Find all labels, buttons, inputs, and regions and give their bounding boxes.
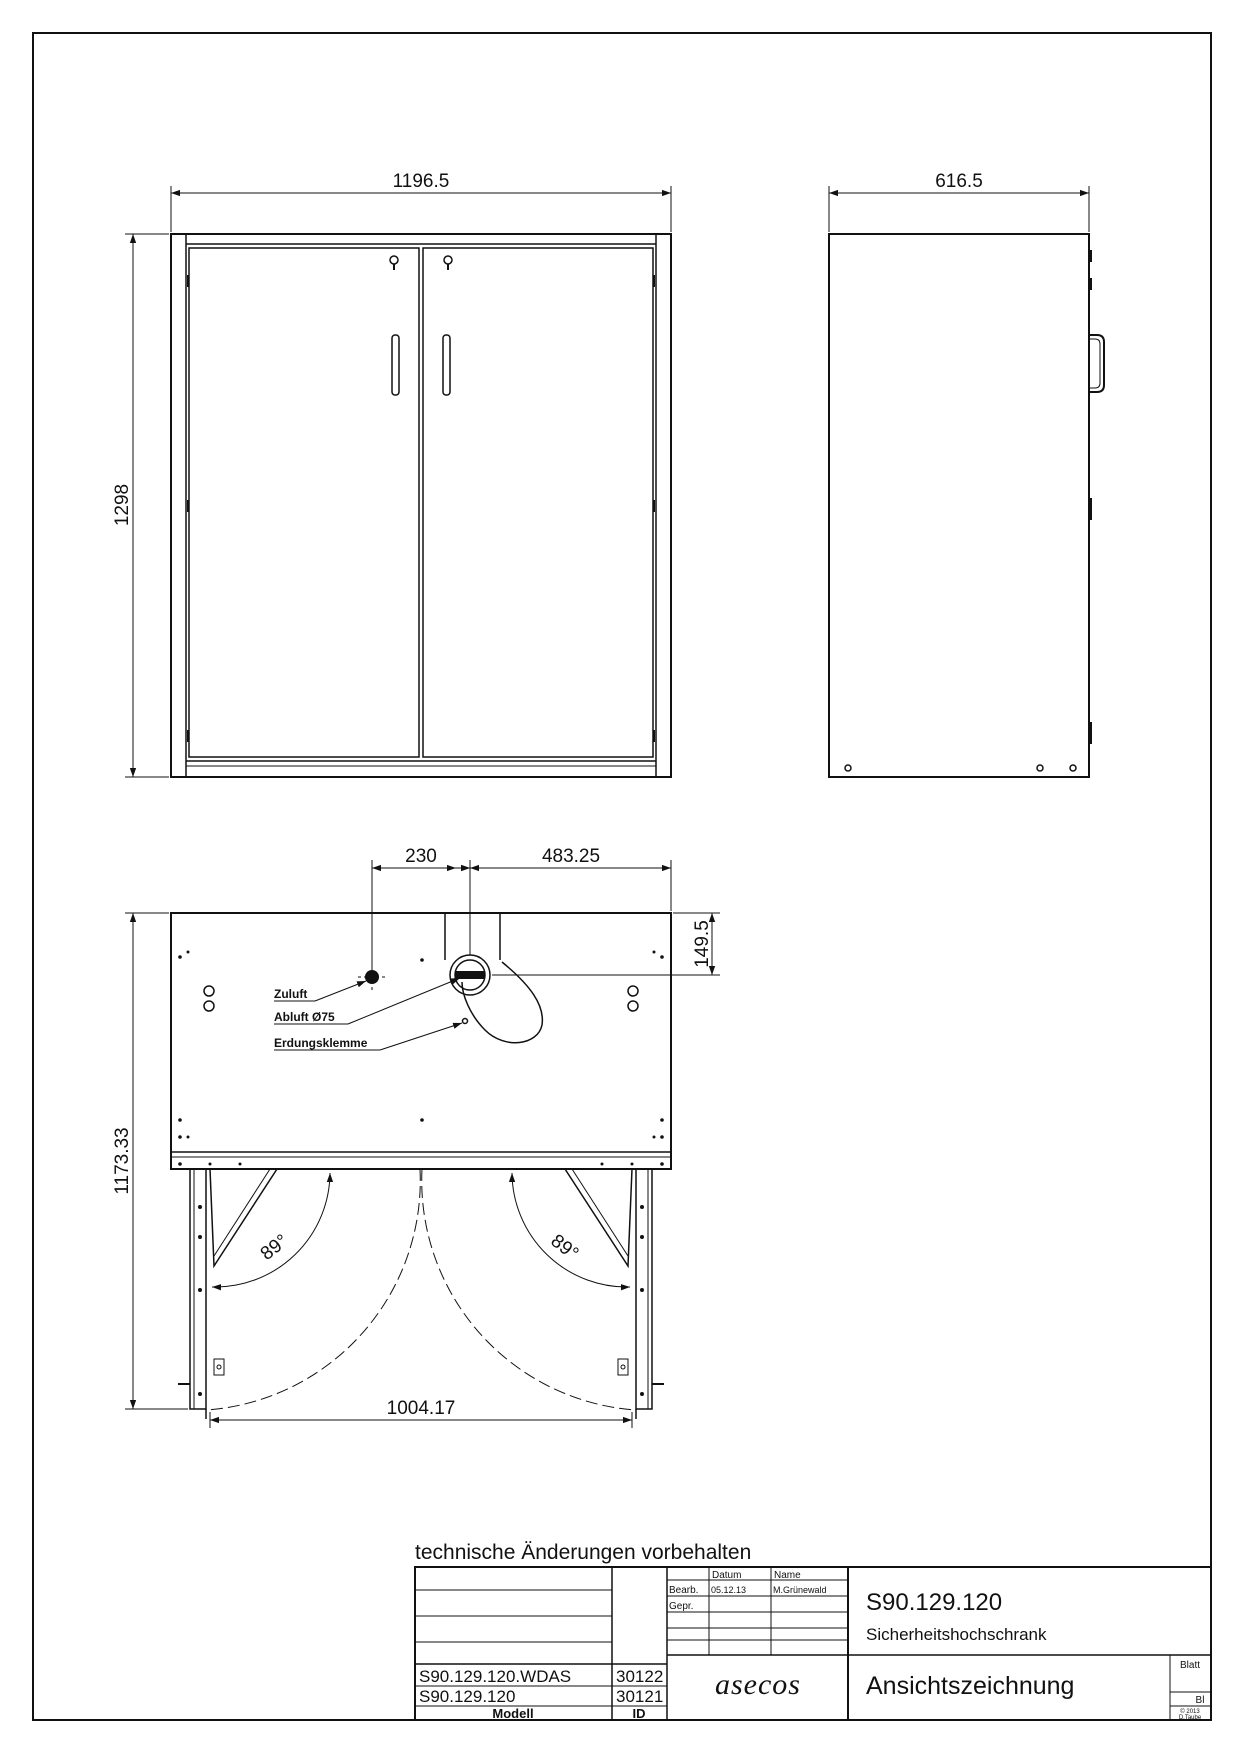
ground-terminal-label: Erdungsklemme [274,1036,368,1050]
copyright-author: D.Taube [1178,1715,1202,1721]
left-door-angle: 89° [256,1230,293,1265]
checked-row-label: Gepr. [669,1601,694,1612]
front-height-dim: 1298 [112,483,133,527]
left-door-handle [392,335,399,395]
edited-name: M.Grünewald [773,1585,827,1595]
right-door-swing [422,1169,636,1410]
top-cabinet-outline [171,913,671,1169]
side-hinge-marks [828,250,1092,744]
side-handle [1089,335,1104,392]
title-block [415,1567,1211,1721]
door-span-dim: 1004.17 [386,1398,456,1419]
plan-depth-dim: 1173.33 [112,1127,133,1195]
copyright-year: © 2013 [1180,1709,1200,1715]
sheet-border [33,33,1211,1720]
date-column-header: Datum [712,1570,742,1581]
right-door-handle [443,335,450,395]
drawing-type: Ansichtszeichnung [866,1672,1075,1700]
right-open-door [565,1169,664,1419]
model-row-2: S90.129.120 [419,1687,516,1706]
sheet-label: Blatt [1179,1660,1201,1671]
side-depth-dim: 616.5 [935,171,983,192]
hinge-marks [187,275,655,742]
front-view [112,171,671,777]
model-row-1: S90.129.120.WDAS [419,1667,572,1686]
offset-right-dim: 483.25 [541,846,601,867]
left-lock-icon [390,256,398,270]
name-column-header: Name [774,1570,801,1581]
ground-terminal [463,1019,468,1024]
right-door-angle: 89° [546,1230,583,1265]
offset-left-dim: 230 [405,846,437,867]
sheet-value: Bl [1195,1695,1205,1706]
left-door [189,248,419,757]
company-logo: asecos [715,1668,801,1701]
id-row-2: 30121 [616,1687,664,1706]
exhaust-air-label: Abluft Ø75 [274,1010,335,1024]
left-open-door [178,1169,277,1419]
right-lock-icon [444,256,452,270]
model-column-header: Modell [492,1706,534,1721]
front-width-dim: 1196.5 [392,171,450,192]
left-door-swing [206,1169,420,1410]
top-view [112,846,720,1428]
id-column-header: ID [632,1706,646,1721]
product-code: S90.129.120 [866,1589,1003,1616]
edited-row-label: Bearb. [669,1585,699,1596]
supply-air-label: Zuluft [274,987,308,1001]
offset-vertical-dim: 149.5 [692,920,713,968]
right-door [423,248,653,757]
product-name: Sicherheitshochschrank [866,1625,1047,1644]
edited-date: 05.12.13 [711,1585,747,1595]
front-cabinet-outline [171,234,671,777]
revision-notice: technische Änderungen vorbehalten [415,1541,752,1564]
id-row-1: 30122 [616,1667,664,1686]
side-view [828,171,1104,777]
side-cabinet-outline [829,234,1089,777]
